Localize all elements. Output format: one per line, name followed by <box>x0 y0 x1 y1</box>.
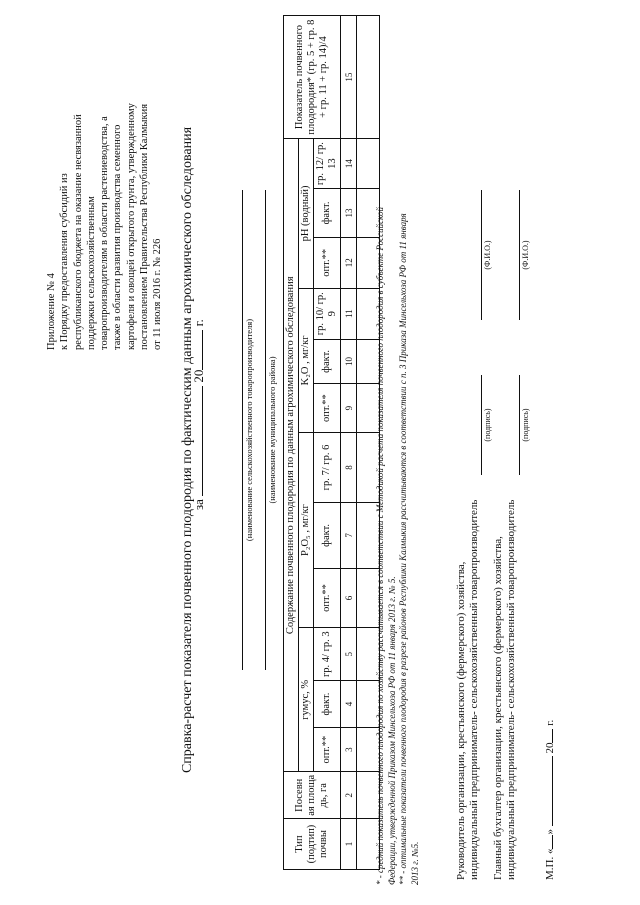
header-fertility-indicator: Показатель почвенного плодородия* (гр. 5 + гр. 8 + гр. 11 + гр. 14)/4 <box>284 16 341 139</box>
column-number: 15 <box>341 16 357 139</box>
appendix-line: к Порядку предоставления субсидий из <box>59 173 71 350</box>
footnote-line: 2013 г. №5. <box>409 841 420 885</box>
head-title-line2: индивидуальный предприниматель- сельскохозяйственный товаропроизводитель <box>468 499 480 880</box>
header-opt: опт.** <box>314 568 341 627</box>
column-number: 1 <box>341 819 357 870</box>
header-ph: pH (водный) <box>299 139 314 289</box>
footnote-line: * - средний показатель почвенного плодородия по хозяйству рассчитывается в соответствии с Методикой расчета показателя почвенного плодородия в субъекте Российской <box>375 206 385 885</box>
column-number: 11 <box>341 288 357 339</box>
column-number: 14 <box>341 139 357 189</box>
district-name-line <box>265 190 266 670</box>
document-title: Справка-расчет показателя почвенного плодородия по фактическим данным агрохимического обследования <box>180 126 195 774</box>
header-p2o5: P₂O₅ , мг/кг <box>299 433 314 628</box>
appendix-line: также в области развития производства семенного <box>112 124 124 350</box>
column-number: 5 <box>341 628 357 681</box>
appendix-line: картофеля и овощей открытого грунта, утвержденному <box>125 103 137 350</box>
appendix-line: Приложение № 4 <box>46 273 57 350</box>
header-fact: факт. <box>314 503 341 569</box>
header-ratio: гр. 10/ гр. 9 <box>314 288 341 339</box>
header-ratio: гр. 12/ гр. 13 <box>314 139 341 189</box>
column-number-row <box>341 16 357 870</box>
producer-name-line <box>242 190 243 670</box>
period-blank <box>190 386 203 496</box>
accountant-name-caption: (Ф.И.О.) <box>521 240 530 270</box>
header-k2o: K₂O , мг/кг <box>299 288 314 432</box>
header-opt: опт.** <box>314 237 341 288</box>
footnotes <box>375 15 421 885</box>
footnote-line: ** - оптимальные показатели почвенного плодородия в разрезе районов Республики Калмыкия рассчитываются в соответствии с п. 3 Приказа Минсельхоза РФ от 11 января <box>398 213 408 885</box>
header-ratio: гр. 4/ гр. 3 <box>314 628 341 681</box>
column-number: 7 <box>341 503 357 569</box>
column-number: 4 <box>341 681 357 728</box>
header-soil-type: Тип (подтип) почвы <box>284 819 341 870</box>
head-title-line1: Руководитель организации, крестьянского (фермерского) хозяйства, <box>455 561 467 880</box>
quote-close: » <box>544 829 556 835</box>
column-number: 10 <box>341 339 357 384</box>
accountant-title-line2: индивидуальный предприниматель- сельскохозяйственный товаропроизводитель <box>505 499 517 880</box>
header-content: Содержание почвенного плодородия по данным агрохимического обследования <box>284 139 299 772</box>
header-opt: опт.** <box>314 727 341 772</box>
stamp-year-prefix: 20 <box>544 742 556 754</box>
header-humus: гумус, % <box>299 628 314 772</box>
head-name-line <box>481 190 482 320</box>
head-signature-line <box>481 375 482 475</box>
footnote-line: Федерации, утвержденной Приказом Минсельхоза РФ от 11 января 2013 г. № 5. <box>386 576 397 885</box>
producer-caption: (наименование сельскохозяйственного товаропроизводителя) <box>244 318 254 542</box>
appendix-line: постановлением Правительства Республики Калмыкия <box>139 103 151 350</box>
accountant-name-line <box>519 190 520 320</box>
year-blank <box>190 330 203 370</box>
accountant-signature-line <box>519 375 520 475</box>
period-line <box>190 319 207 510</box>
column-number: 12 <box>341 237 357 288</box>
stamp-mp: М.П. <box>544 856 556 880</box>
header-fact: факт. <box>314 339 341 384</box>
column-number: 2 <box>341 772 357 819</box>
head-signature-caption: (подпись) <box>483 408 492 442</box>
head-signature-text <box>455 500 481 880</box>
stamp-date-line <box>540 720 556 880</box>
header-fact: факт. <box>314 681 341 728</box>
appendix-block <box>45 20 165 350</box>
column-number: 3 <box>341 727 357 772</box>
appendix-line: от 11 июля 2016 г. № 226 <box>152 238 164 350</box>
column-number: 8 <box>341 433 357 503</box>
header-opt: опт.** <box>314 384 341 433</box>
year-blank <box>540 729 553 743</box>
accountant-signature-caption: (подпись) <box>521 408 530 442</box>
period-year-suffix: г. <box>191 319 206 327</box>
period-year-prefix: 20 <box>191 369 206 383</box>
appendix-line: товаропроизводителям в области растениеводства, а <box>99 116 111 350</box>
soil-fertility-table <box>283 15 380 870</box>
stamp-year-suffix: г. <box>544 719 556 726</box>
accountant-title-line1: Главный бухгалтер организации, крестьянского (фермерского) хозяйства, <box>492 536 504 880</box>
column-number: 13 <box>341 189 357 238</box>
district-caption: (наименование муниципального района) <box>267 356 277 504</box>
month-blank <box>540 756 553 826</box>
appendix-line: республиканского бюджета на оказание несвязанной <box>72 114 84 350</box>
day-blank <box>540 835 553 849</box>
header-sown-area: Посевн ая площа дь, га <box>284 772 341 819</box>
head-name-caption: (Ф.И.О.) <box>483 240 492 270</box>
header-ratio: гр. 7/ гр. 6 <box>314 433 341 503</box>
quote-open: « <box>544 848 556 855</box>
accountant-signature-text <box>492 500 518 880</box>
header-fact: факт. <box>314 189 341 238</box>
column-number: 6 <box>341 568 357 627</box>
appendix-line: поддержки сельскохозяйственным <box>85 196 97 350</box>
column-number: 9 <box>341 384 357 433</box>
period-za: за <box>191 499 206 510</box>
